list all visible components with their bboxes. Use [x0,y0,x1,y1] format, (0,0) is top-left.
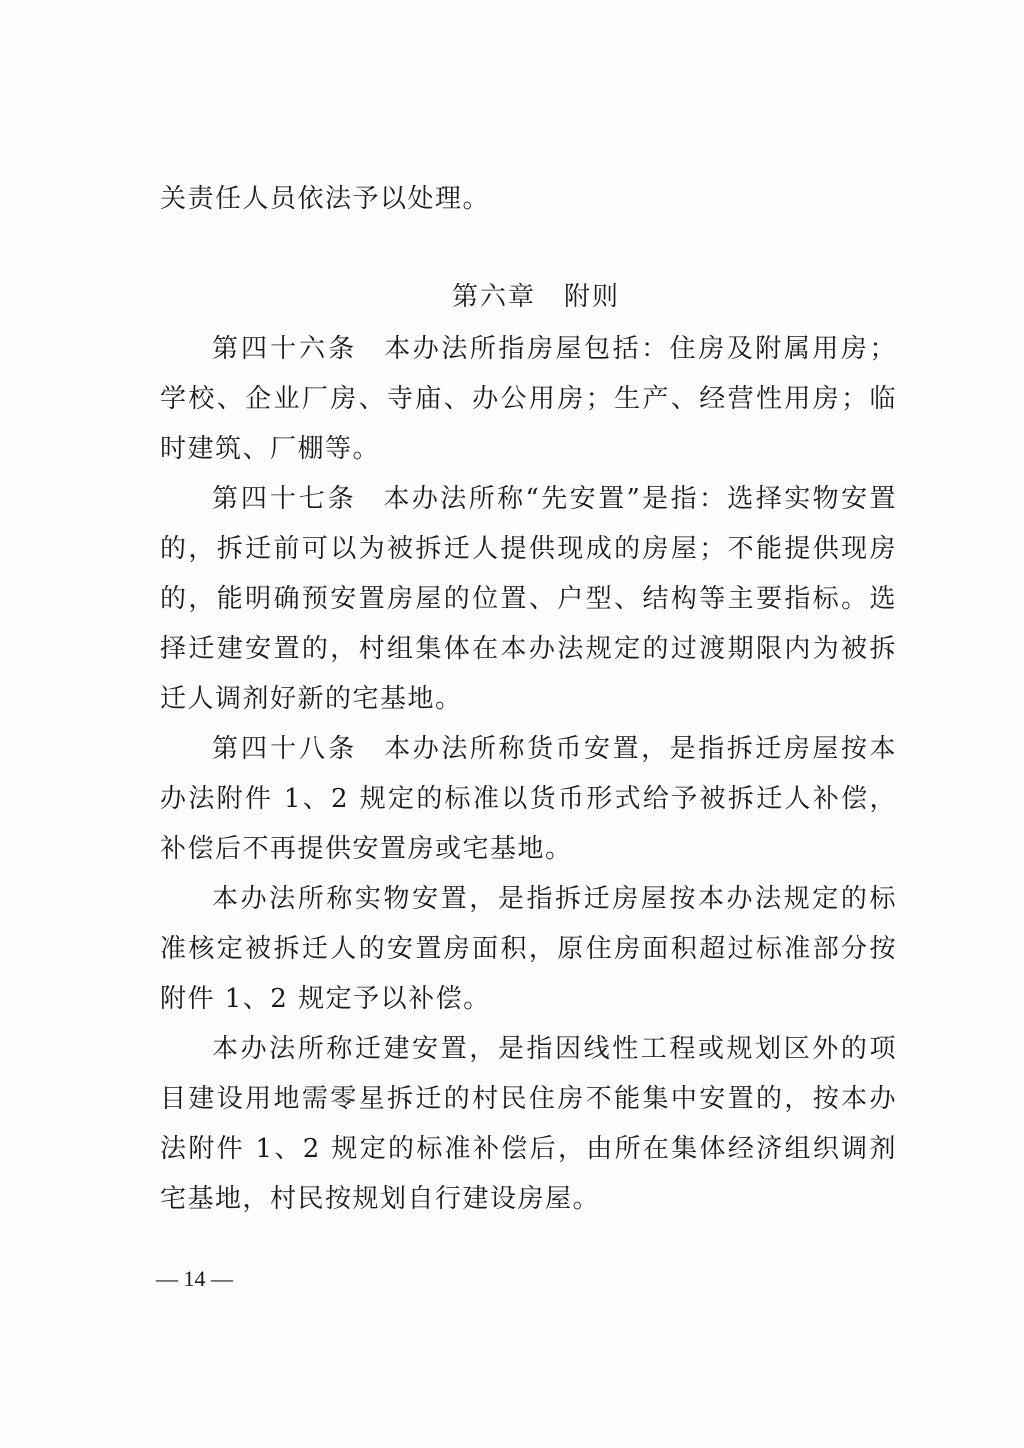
article-47 [160,474,897,724]
article-label: 第四十八条 [212,734,358,764]
article-label: 第四十六条 [212,334,358,364]
chapter-title: 附则 [564,282,621,312]
chapter-heading [0,272,1024,322]
article-48 [160,724,897,874]
article-text: 本办法所指房屋包括：住房及附属用房；学校、企业厂房、寺庙、办公用房；生产、经营性用房；临时建筑、厂棚等。 [160,334,897,464]
page-number: — 14 — [156,1266,233,1291]
article-text: 本办法所称货币安置，是指拆迁房屋按本办法附件 1、2 规定的标准以货币形式给予被拆迁人补偿，补偿后不再提供安置房或宅基地。 [160,734,897,864]
article-46 [160,324,897,474]
paragraph-physical-resettlement: 本办法所称实物安置，是指拆迁房屋按本办法规定的标准核定被拆迁人的安置房面积，原住房面积超过标准部分按附件 1、2 规定予以补偿。 [160,884,897,1014]
paragraph-relocation-resettlement: 本办法所称迁建安置，是指因线性工程或规划区外的项目建设用地需零星拆迁的村民住房不能集中安置的，按本办法附件 1、2 规定的标准补偿后，由所在集体经济组织调剂宅基地，村民按规划自行建设房屋。 [160,1034,897,1214]
carryover-paragraph: 关责任人员依法予以处理。 [160,184,491,214]
article-label: 第四十七条 [212,484,357,514]
article-text: 本办法所称“先安置”是指：选择实物安置的，拆迁前可以为被拆迁人提供现成的房屋；不能提供现房的，能明确预安置房屋的位置、户型、结构等主要指标。选择迁建安置的，村组集体在本办法规定的过渡期限内为被拆迁人调剂好新的宅基地。 [160,484,897,714]
chapter-label: 第六章 [451,282,536,312]
